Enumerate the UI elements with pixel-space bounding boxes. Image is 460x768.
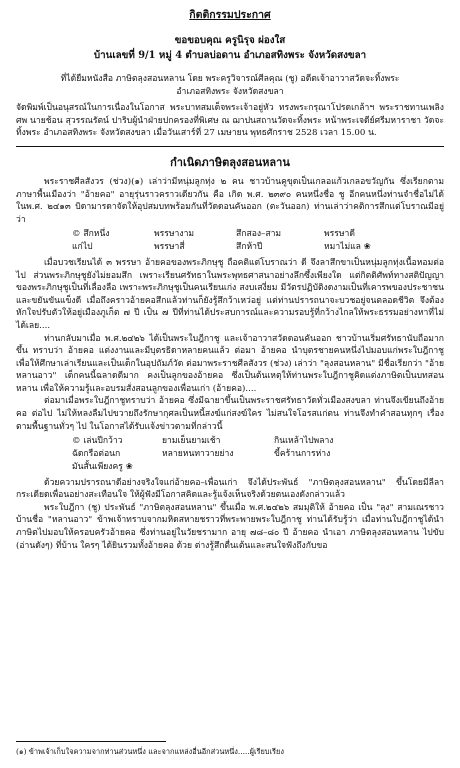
footnote: (๑) ข้าพเจ้าเก็บใจความจากท่านส่วนหนึ่ง และจากแหล่งอื่นอีกส่วนหนึ่ง.....ผู้เรียบเรียง bbox=[16, 747, 284, 756]
body-paragraph-3: ท่านกลับมาเมื่อ พ.ศ.๒๔๒๖ ได้เป็นพระใบฎีกาชู และเจ้าอาวาสวัดดอนคันออก ชาวบ้านเริ่มศรัทธานับถือมากขึ้น ทราบว่า อ้ายคอ แต่งงานและมีบุตรธิดาหลายคนแล้ว ต่อมา อ้ายคอ นำบุตรชายคนหนึ่งไปมอบแก่พระใบฎีกาชู เพื่อให้ศึกษาเล่าเรียนและเป็นเด็กในอุปถัมภ์วัด ต่อมาพระราชศีลสังวร (ช่วง) เล่าว่า "ลุงสอนหลาน" มีชื่อเรียกว่า "อ้ายหลานอาว" เด็กคนนี้ฉลาดดีมาก คงเป็นลูกของอ้ายคอ ซึ่งเป็นต้นเหตุให้ท่านพระใบฎีกาชูคิดแต่งภาษิตเป็นบทสอนหลาน เพื่อให้ความรู้และอบรมสั่งสอนลูกของเพื่อนเก่า (อ้ายคอ).... bbox=[16, 333, 444, 394]
verse-cell: ขี้คร้านการห่าง bbox=[274, 449, 331, 460]
section-title: กำเนิดภาษิตลุงสอนหลาน bbox=[170, 155, 290, 169]
verse-cell: สึกห้าปี bbox=[236, 242, 263, 253]
verse-cell: © เล่นปีกว้าว bbox=[72, 436, 123, 447]
verse-cell: พรรษางาม bbox=[154, 229, 195, 240]
verse-cell: สึกสอง–สาม bbox=[236, 229, 282, 240]
footnote-rule bbox=[16, 741, 166, 742]
verse-cell: หมาไม่แล ❀ bbox=[324, 242, 371, 253]
body-paragraph-5: ด้วยความปรารถนาดีอย่างจริงใจแก่อ้ายคอ–เพื่อนเก่า จึงได้ประพันธ์ "ภาษิตลุงสอนหลาน" ขึ้นโดยมีลีลากระเดียดเพื่อนอย่างสะเทือนใจ ให้ผู้ฟังมีโอกาสคิดและรู้แจ้งเห็นจริงด้วยตนเองดังกล่าวแล้ว bbox=[16, 477, 444, 501]
dedication-paragraph: จัดพิมพ์เป็นอนุสรณ์ในการเนื่องในโอกาส พระบาทสมเด็จพระเจ้าอยู่หัว ทรงพระกรุณาโปรดเกล้าฯ พระราชทานเพลิงศพ นายช้อน สุวรรณรัตน์ ปาริบผู้นำฝ่ายปกครองที่พิเศษ ณ ฌาปนสถานวัดจะทิ้งพระ หน้าพระเจดีย์ศรีมหาราชา วัดจะทิ้งพระ อำเภอสทิงพระ จังหวัดสงขลา เมื่อวันเสาร์ที่ 27 เมษายน พุทธศักราช 2528 เวลา 15.00 น. bbox=[16, 103, 444, 139]
verse-cell: พรรษาดี bbox=[324, 229, 355, 240]
body-paragraph-6: พระใบฎีกา (ชู) ประพันธ์ "ภาษิตลุงสอนหลาน" ขึ้นเมื่อ พ.ศ.๒๔๒๖ สมมุติให้ อ้ายคอ เป็น "ลุง" สามเณรชาวบ้านชื่อ "หลานอาว" ข้าพเจ้าทราบจากมหิดสหายชราวที่พระพายพระใบฎีกาชู ท่านได้รับรู้ว่า เมื่อท่านใบฎีกาชูได้นำภาษิตไปมอบให้ครอบครัวอ้ายคอ ซึ่งท่านอยู่ในวัยชรามาก อายุ ๗๘–๘๐ ปี อ้ายคอ นำเอา ภาษิตลุงสอนหลาน ไปขับ (อ่านดังๆ) ที่บ้าน ใครๆ ได้ยินรวมทั้งอ้ายคอ ด้วย ต่างรู้สึกตื่นเต้นและสนใจฟังถึงกับขอ bbox=[16, 502, 444, 551]
body-paragraph-2: เมื่อบวชเรียนได้ ๓ พรรษา อ้ายคอของพระภิกษุชู ถือคติแต่โบราณว่า ดี จึงลาสึกขาเป็นหนุ่มลูกทุ่งเนื้อหอมต่อไป ส่วนพระภิกษุชูยังไม่ยอมสึก เพราะเรียนศรัทธาในพระพุทธศาสนาอย่างลึกซึ้งเพียงใด แต่กิตติศัพท์ทางสติปัญญาของพระภิกษุชูเป็นที่เลื่องลือ เพราะพระภิกษุชูเป็นคนเรียนเก่ง สงบเสงี่ยม มีวัตรปฏิบัติงดงามเป็นที่เคารพของประชาชน และขยันขันแข็งดี เมื่อถึงคราวอ้ายคอสึกแล้วท่านก็ยังรู้สึกว้าเหว่อยู่ แต่ท่านปรารถนาจะบวชอยู่จนตลอดชีวิต จึงต้องหักใจปรับตัวให้อยู่เมืองภูเก็ต ๗ ปี เป็น ๗ ปีที่ท่านได้ประสบการณ์และความรอบรู้ที่กว้างไกลให้พระธรรมอย่างหาที่ไม่ได้เลย.... bbox=[16, 257, 444, 331]
verse-cell: ยามเย็นยามเช้า bbox=[162, 436, 221, 447]
verse-cell: © สึกหนึ่ง bbox=[72, 229, 110, 240]
verse-cell: พรรษาสี่ bbox=[154, 242, 185, 253]
address-line: บ้านเลขที่ 9/1 หมู่ 4 ตำบลบ่อดาน อำเภอสทิงพระ จังหวัดสงขลา bbox=[93, 50, 367, 61]
verse-cell: แก่ไป bbox=[72, 242, 93, 253]
saying-verse-2 bbox=[16, 435, 444, 473]
saying-verse-1 bbox=[16, 228, 444, 254]
body-paragraph-1: พระราชศีลสังวร (ช่วง)(๑) เล่าว่ามีหนุ่มลูกทุ่ง ๒ คน ชาวบ้านคูขุดเป็นเกลอแก้วเกลอขวัญกัน ซึ่งเรียกตามภาษาพื้นเมืองว่า "อ้ายคอ" อายุรุ่นราวคราวเดียวกัน คือ เกิด พ.ศ. ๒๓๙๐ คนหนึ่งชื่อ ชู อีกคนหนึ่งท่านจำชื่อไม่ได้ ในพ.ศ. ๒๔๑๓ บิดามารดาจัดให้อุปสมบทพร้อมกันที่วัดดอนคันออก (ตะวันออก) ท่านเล่าว่าคติการสึกแต่โบราณมีอยู่ว่า bbox=[16, 176, 444, 225]
verse-cell: มันสั้นเพียงครู ❀ bbox=[72, 461, 133, 472]
dedication-line-1: ที่ได้ยืมหนังสือ ภาษิตลุงสอนหลาน โดย พระครูวิจารณ์ศีลคุณ (ชู) อดีตเจ้าอาวาสวัดจะทิ้งพระ bbox=[60, 74, 400, 84]
body-paragraph-4: ต่อมาเมื่อพระใบฎีกาชูทราบว่า อ้ายคอ ซึ่งมีฉายาขึ้นเป็นพระราชศรัทธาวัดทั่วเมืองสงขลา ท่านจึงเขียนถึงอ้ายคอ ต่อไป ไม่ให้หลงลืมไปขวายถึงรักษากุศลเป็นหนี้สงฆ์แก่สงฆ์ใคร ไม่สนใจโอรสแก่ตน ท่านจึงทำคำสอนทุกๆ เรื่องตามพื้นฐานทั่วๆ ไป ในโอกาสได้รับแจ้งข่าวตามที่กล่าวนี้ bbox=[16, 396, 444, 432]
acknowledgement-heading: กิตติกรรมประกาศ bbox=[189, 9, 271, 21]
dedication-line-2: อำเภอสทิงพระ จังหวัดสงขลา bbox=[176, 86, 284, 97]
section-divider bbox=[16, 146, 444, 147]
verse-cell: ฉัดกรือต่อนก bbox=[72, 449, 121, 460]
verse-cell: หลายหนทาวายย่าง bbox=[162, 449, 234, 460]
thanks-line: ขอขอบคุณ ครูนิรุจ ผ่องใส bbox=[174, 35, 286, 46]
verse-cell: กินเหล้าไปพลาง bbox=[274, 436, 334, 447]
